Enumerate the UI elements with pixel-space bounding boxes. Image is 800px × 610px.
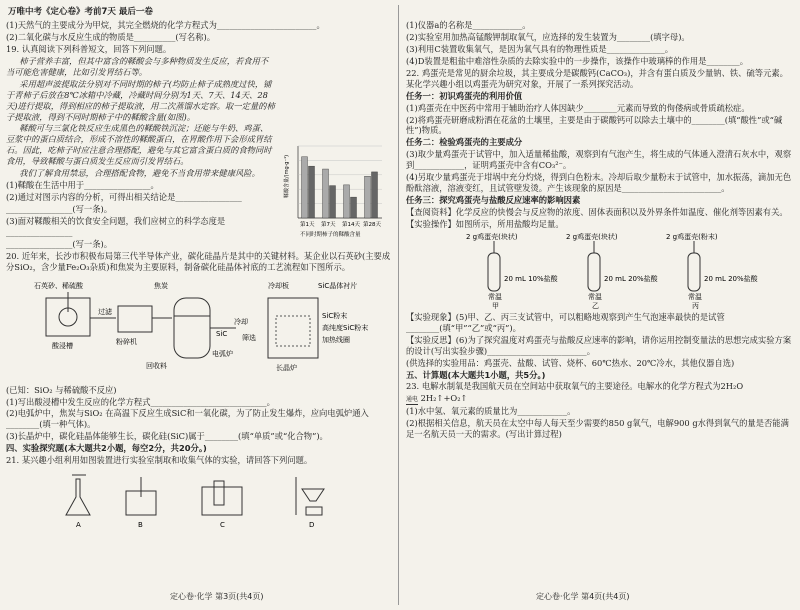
task3-heading: 任务三：探究鸡蛋壳与盐酸反应速率的影响因素 bbox=[406, 195, 581, 206]
apparatus-figure bbox=[6, 467, 392, 529]
flow-label-acid-tank: 酸浸槽 bbox=[52, 341, 73, 350]
q19-para2: 采用超声波提取法分别对不同时期的柿子(均防止柿子成熟度过快，铺于青柿子后放在8℃冰箱中冷藏，冷藏时间分别为1天、7天、14天、28天)进行提取，得到相应的柿子提取液，用二次蒸馏水定容。取一定量的柿子提取液，得到不同时期柿子中的鞣酸含量(如图)。 bbox=[6, 78, 275, 122]
phenomenon-text: 【实验现象】(5)甲、乙、丙三支试管中，可以粗略地观察到产生气泡速率最快的是试管________(填“甲”“乙”或“丙”)。 bbox=[406, 311, 725, 333]
tube-bing-tag: 丙 bbox=[692, 301, 699, 309]
apparatus-c bbox=[202, 481, 242, 529]
bar-第7天-s0 bbox=[323, 169, 329, 218]
bar-第14天-s1 bbox=[351, 197, 357, 218]
right-column bbox=[406, 20, 792, 582]
q18-part2: (2)二氧化碳与水反应生成的物质是__________(写名称)。 bbox=[6, 31, 216, 42]
tube-yi-tag: 乙 bbox=[592, 301, 599, 309]
tube-yi-cond: 常温 bbox=[588, 292, 602, 301]
page-header: 万唯中考《定心卷》考前7天 最后一卷 bbox=[8, 7, 153, 17]
q21-question2: (2)实验室用加热高锰酸钾制取氧气，应选择的发生装置为________(填字母)。 bbox=[406, 31, 690, 42]
q23-question2: (2)根据相关信息，航天员在太空中每人每天至少需要约850 g氧气，电解900 g水得到氧气的量是否能满足一名航天员一天的需求。(写出计算过程) bbox=[406, 418, 789, 440]
column-divider bbox=[398, 5, 399, 605]
footer-right: 定心卷·化学 第4页(共4页) bbox=[536, 592, 630, 601]
q20-heading: 20. 近年来，长沙市积极布局第三代半导体产业，碳化硅晶片是其中的关键材料。某企业以石英砂(主要成分SiO₂，含少量Fe₂O₃杂质)和焦炭为主要原料，制备碳化硅晶体衬底的工艺流程如下图所示。 bbox=[6, 250, 391, 272]
section-5-heading: 五、计算题(本大题共1小题，共5分。) bbox=[406, 369, 546, 380]
apparatus-a bbox=[66, 475, 90, 529]
task1-q1: (1)鸡蛋壳在中医药中常用于辅助治疗人体因缺少________元素而导致的佝偻病或骨质疏松症。 bbox=[406, 102, 750, 113]
q23-heading: 23. 电解水制氧是我国航天员在空间站中获取氧气的主要途径。电解水的化学方程式为2H₂O bbox=[406, 381, 744, 392]
section-4-heading: 四、实验探究题(本大题共2小题，每空2分，共20分。) bbox=[6, 443, 207, 454]
apparatus-b bbox=[126, 477, 156, 529]
flow-label-filter: 过滤 bbox=[98, 307, 112, 316]
tube-yi-top: 2 g鸡蛋壳(块状) bbox=[566, 232, 618, 241]
reflection-text: 【实验反思】(6)为了探究温度对鸡蛋壳与盐酸反应速率的影响，请你运用控制变量法的思想完成实验方案的设计(写出实验步骤)________________________。 bbox=[406, 334, 792, 356]
label-b: B bbox=[138, 521, 143, 530]
arc-furnace-shape bbox=[174, 298, 210, 358]
q23-products: 2H₂↑+O₂↑ bbox=[420, 393, 468, 404]
flow-label-screening: 筛选 bbox=[242, 333, 256, 342]
tick-label: 第14天 bbox=[342, 222, 360, 228]
tube-jia-acid: 20 mL 10%盐酸 bbox=[504, 274, 558, 283]
q18-part1: (1)天然气的主要成分为甲烷，其完全燃烧的化学方程式为________________________。 bbox=[6, 20, 325, 30]
tube-bing bbox=[666, 232, 759, 309]
task1-q2: (2)将鸡蛋壳研磨成粉洒在花盆的土壤里，主要是由于碳酸钙可以除去土壤中的________(填“酸性”或“碱性”)物质。 bbox=[406, 114, 783, 136]
flow-label-coil: 加热线圈 bbox=[322, 335, 350, 344]
tube-yi bbox=[566, 232, 659, 309]
tube-jia-top: 2 g鸡蛋壳(块状) bbox=[466, 232, 518, 241]
operation-text: 【实验操作】如图所示，所用盐酸均足量。 bbox=[406, 218, 564, 229]
q19-question2: (2)通过对图示内容的分析，可得出相关结论是________________ bbox=[6, 192, 242, 203]
tube-yi-acid: 20 mL 20%盐酸 bbox=[604, 274, 658, 283]
flow-label-arc-furnace: 电弧炉 bbox=[212, 349, 233, 358]
info-text: 【查阅资料】化学反应的快慢会与反应物的浓度、固体表面积以及外界条件如温度、催化剂等因素有关。 bbox=[406, 207, 788, 217]
bar-第28天-s0 bbox=[365, 176, 371, 218]
q19-question2-cont: ________________(写一条)。 bbox=[6, 204, 113, 214]
label-c: C bbox=[220, 521, 225, 530]
tick-label: 第7天 bbox=[321, 222, 336, 228]
flow-label-cooling: 冷却 bbox=[234, 317, 248, 326]
left-column bbox=[6, 20, 392, 582]
q19-heading: 19. 认真阅读下列科普短文，回答下列问题。 bbox=[6, 43, 172, 54]
y-axis-label: 鞣酸含量/(mg·g⁻¹) bbox=[284, 154, 290, 198]
q23-question1: (1)水中氢、氧元素的质量比为____________。 bbox=[406, 406, 576, 417]
tube-bing-acid: 20 mL 20%盐酸 bbox=[704, 274, 758, 283]
flow-label-wafer: SiC晶体衬片 bbox=[318, 281, 358, 290]
bar-第1天-s1 bbox=[309, 166, 315, 218]
flow-label-recycle: 回收料 bbox=[146, 361, 167, 370]
q19-passage bbox=[6, 56, 276, 250]
q19-question3: (3)面对鞣酸相关的饮食安全问题，我们应树立的科学态度是________________ bbox=[6, 215, 226, 237]
tube-bing-top: 2 g鸡蛋壳(粉末) bbox=[666, 232, 718, 241]
label-d: D bbox=[309, 521, 315, 530]
q20-question3: (3)长晶炉中，碳化硅晶体能够生长，碳化硅(SiC)属于________(填“单质”或“化合物”)。 bbox=[6, 431, 328, 442]
tube-jia-cond: 常温 bbox=[488, 292, 502, 301]
tick-label: 第28天 bbox=[363, 222, 381, 228]
tube-jia bbox=[466, 232, 559, 309]
q20-question1: (1)写出酸浸槽中发生反应的化学方程式____________________________。 bbox=[6, 396, 275, 407]
task2-q3: (3)取少量鸡蛋壳于试管中，加入适量稀盐酸，观察到有气泡产生，将生成的气体通入澄清石灰水中，观察到____________，证明鸡蛋壳中含有CO₃²⁻。 bbox=[406, 149, 792, 171]
q20-question2: (2)电弧炉中，焦炭与SiO₂ 在高温下反应生成SiC和一氧化碳，为了防止发生爆炸，应向电弧炉通入________(填一种气体)。 bbox=[6, 408, 369, 430]
crusher-shape bbox=[118, 306, 152, 332]
flow-label-sic: SiC bbox=[216, 329, 228, 338]
test-tube-figure bbox=[406, 231, 792, 309]
q21-question4: (4)D装置是粗盐中难溶性杂质的去除实验中的一步操作，该操作中玻璃棒的作用是________。 bbox=[406, 55, 748, 66]
q23-equation bbox=[406, 393, 792, 405]
footer-left: 定心卷·化学 第3页(共4页) bbox=[170, 592, 264, 601]
tannin-bar-chart bbox=[282, 138, 386, 242]
q21-question1: (1)仪器a的名称是____________。 bbox=[406, 20, 531, 30]
apparatus-d bbox=[296, 477, 324, 529]
tube-jia-tag: 甲 bbox=[492, 301, 499, 309]
q19-para1: 柿子营养丰富，但其中富含的鞣酸会与多种物质发生反应，若食用不当可能危害健康，比如引发胃结石等。 bbox=[6, 55, 269, 77]
label-a: A bbox=[76, 521, 81, 530]
q21-heading: 21. 某兴趣小组利用如图装置进行实验室制取和收集气体的实验，请回答下列问题。 bbox=[6, 455, 313, 466]
supply-text: (供选择的实验用品：鸡蛋壳、盐酸、试管、烧杯、60℃热水、20℃冷水，其他仪器自选) bbox=[406, 357, 735, 368]
bar-第1天-s0 bbox=[302, 157, 308, 218]
flow-label-coke: 焦炭 bbox=[154, 281, 168, 290]
q19-para3: 鞣酸可与三氯化铁反应生成黑色的鞣酸铁沉淀；还能与牛奶、鸡蛋、豆浆中的蛋白质结合，形成不溶性的鞣酸蛋白，在胃酸作用下会形成胃结石。因此，吃柿子时应注意合理搭配，避免与其它富含蛋白质的食物同时食用，导致鞣酸与蛋白质发生反应而引发胃结石。 bbox=[6, 123, 272, 167]
flow-label-cooling-plate: 冷却板 bbox=[268, 281, 289, 290]
flow-label-crystal-furnace: 长晶炉 bbox=[276, 363, 297, 372]
q21-question3: (3)利用C装置收集氧气，是因为氧气具有的物理性质是______________。 bbox=[406, 43, 674, 54]
task1-heading: 任务一：初识鸡蛋壳的利用价值 bbox=[406, 90, 523, 101]
q23-condition: 通电 bbox=[406, 396, 419, 404]
q22-heading: 22. 鸡蛋壳是常见的厨余垃圾，其主要成分是碳酸钙(CaCO₃)，并含有蛋白质及少量钠、铁、硫等元素。某化学兴趣小组以鸡蛋壳为研究对象，开展了一系列探究活动。 bbox=[406, 67, 788, 89]
q20-note: (已知：SiO₂ 与稀硫酸不反应) bbox=[6, 384, 117, 395]
flow-label-raw: 石英砂、稀硫酸 bbox=[34, 281, 83, 290]
bar-第14天-s0 bbox=[344, 185, 350, 218]
chart-caption: 不同时期柿子的鞣酸含量 bbox=[300, 232, 361, 238]
q19-question1: (1)鞣酸在生活中用于________________。 bbox=[6, 180, 159, 191]
task2-q4: (4)另取少量鸡蛋壳于坩埚中充分灼烧，得到白色粉末。冷却后取少量粉末于试管中，加水振荡，滴加无色酚酞溶液，溶液变红，且试管壁发烫。产生该现象的原因是________________________。 bbox=[406, 172, 792, 194]
flow-label-crusher: 粉碎机 bbox=[116, 337, 137, 346]
tick-label: 第1天 bbox=[300, 222, 315, 228]
flow-label-pure-powder: 高纯度SiC粉末 bbox=[322, 323, 369, 332]
q19-para4: 我们了解食用禁忌，合理搭配食物，避免不当食用带来健康风险。 bbox=[19, 168, 260, 179]
task2-heading: 任务二：检验鸡蛋壳的主要成分 bbox=[406, 137, 523, 148]
tube-bing-cond: 常温 bbox=[688, 292, 702, 301]
flow-label-sic-powder: SiC粉末 bbox=[322, 311, 348, 320]
bar-第28天-s1 bbox=[372, 172, 378, 218]
q19-question3-cont: ________________(写一条)。 bbox=[6, 238, 113, 249]
bar-第7天-s1 bbox=[330, 186, 336, 218]
process-flow-diagram bbox=[6, 276, 392, 380]
